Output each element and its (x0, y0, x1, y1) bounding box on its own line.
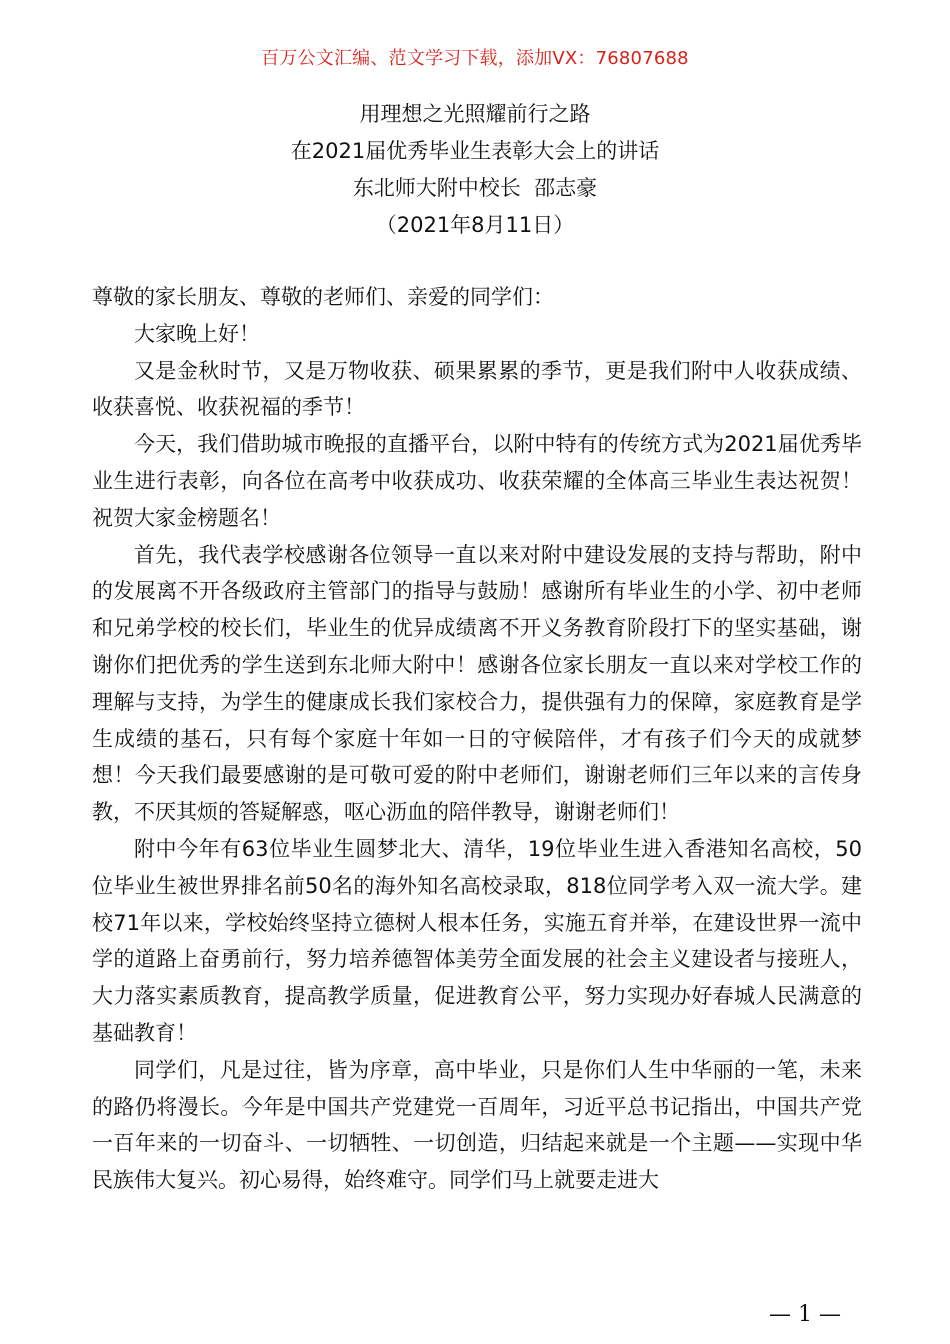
salutation: 尊敬的家长朋友、尊敬的老师们、亲爱的同学们： (92, 285, 554, 309)
paragraph-thanks: 首先，我代表学校感谢各位领导一直以来对附中建设发展的支持与帮助，附中的发展离不开各级政府主管部门的指导与鼓励！感谢所有毕业生的小学、初中老师和兄弟学校的校长们，毕业生的优异成绩离不开义务教育阶段打下的坚实基础，谢谢你们把优秀的学生送到东北师大附中！感谢各位家长朋友一直以来对学校工作的理解与支持，为学生的健康成长我们家校合力，提供强有力的保障，家庭教育是学生成绩的基石，只有每个家庭十年如一日的守候陪伴，才有孩子们今天的成就梦想！今天我们最要感谢的是可敬可爱的附中老师们，谢谢老师们三年以来的言传身教，不厌其烦的答疑解惑，呕心沥血的陪伴教导，谢谢老师们！ (92, 542, 862, 825)
paragraph-future: 同学们，凡是过往，皆为序章，高中毕业，只是你们人生中华丽的一笔，未来的路仍将漫长。今年是中国共产党建党一百周年，习近平总书记指出，中国共产党一百年来的一切奋斗、一切牺牲、一切创造，归结起来就是一个主题——实现中华民族伟大复兴。初心易得，始终难守。同学们马上就要走进大 (92, 1057, 862, 1193)
paragraph-commendation: 今天，我们借助城市晚报的直播平台，以附中特有的传统方式为2021届优秀毕业生进行表彰，向各位在高考中收获成功、收获荣耀的全体高三毕业生表达祝贺！祝贺大家金榜题名！ (92, 432, 862, 530)
speech-date: （2021年8月11日） (375, 213, 575, 237)
paragraph-season: 又是金秋时节，又是万物收获、硕果累累的季节，更是我们附中人收获成绩、收获喜悦、收获祝福的季节！ (92, 358, 862, 420)
speech-subtitle: 在2021届优秀毕业生表彰大会上的讲话 (290, 139, 660, 163)
promo-banner: 百万公文汇编、范文学习下载，添加VX：76807688 (261, 48, 689, 69)
speech-author: 东北师大附中校长 邵志豪 (352, 176, 598, 200)
title-block (0, 96, 950, 244)
paragraph-greeting: 大家晚上好！ (134, 321, 260, 346)
speech-body (92, 279, 862, 1199)
paragraph-achievements: 附中今年有63位毕业生圆梦北大、清华，19位毕业生进入香港知名高校，50位毕业生被世界排名前50名的海外知名高校录取，818位同学考入双一流大学。建校71年以来，学校始终坚持立德树人根本任务，实施五育并举，在建设世界一流中学的道路上奋勇前行，努力培养德智体美劳全面发展的社会主义建设者与接班人，大力落实素质教育，提高教学质量，促进教育公平，努力实现办好春城人民满意的基础教育！ (92, 836, 862, 1045)
page-number: — 1 — (769, 1302, 841, 1327)
speech-title: 用理想之光照耀前行之路 (359, 102, 591, 126)
